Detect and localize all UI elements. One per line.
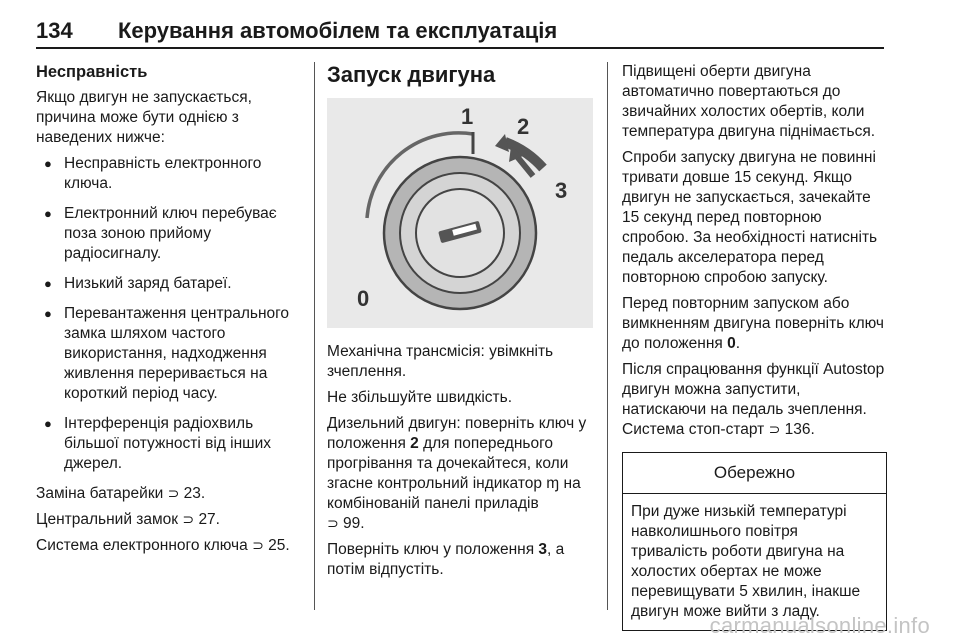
ref-page: 27. bbox=[198, 511, 220, 528]
text-run: , а потім відпустіть. bbox=[327, 541, 565, 578]
ref-arrow-icon: ⊃ bbox=[768, 422, 781, 438]
caution-box bbox=[622, 452, 887, 631]
column-divider bbox=[607, 62, 608, 610]
ref-text: Заміна батарейки bbox=[36, 485, 164, 502]
turn-key-note bbox=[327, 540, 595, 580]
idle-speed-note: Підвищені оберти двигуна автоматично повертаються до звичайних холостих обертів, коли температура двигуна піднімається. bbox=[622, 63, 876, 140]
ref-stop-start[interactable] bbox=[769, 421, 815, 438]
ref-arrow-icon: ⊃ bbox=[327, 516, 339, 532]
list-item: ● Перевантаження центрального замка шляхом частого використання, надходження живлення переривається на короткий період часу. bbox=[36, 304, 304, 404]
position-3-bold: 3 bbox=[538, 541, 548, 558]
ref-text: Система електронного ключа bbox=[36, 537, 248, 554]
ref-arrow-icon: ⊃ bbox=[252, 538, 264, 554]
glow-plug-indicator-icon: ɱ bbox=[546, 475, 560, 492]
text-run: Після спрацювання функції Autostop двигун можна запустити, натискаючи на педаль зчеплення. Система стоп-старт bbox=[622, 361, 885, 438]
malfunction-intro: Якщо двигун не запускається, причина може бути однією з наведених нижче: bbox=[36, 89, 252, 146]
diesel-preheat-note bbox=[327, 414, 595, 534]
text-run: Перед повторним запуском або вимкненням двигуна поверніть ключ до положення bbox=[622, 295, 884, 352]
text-run: Дизельний двигун: поверніть ключ у положення bbox=[327, 415, 587, 452]
ref-page: 99. bbox=[343, 515, 365, 532]
position-label-2: 2 bbox=[517, 114, 530, 139]
column-malfunction bbox=[36, 62, 304, 562]
ref-page: 136. bbox=[784, 421, 815, 438]
ref-text: Центральний замок bbox=[36, 511, 179, 528]
ref-arrow-icon: ⊃ bbox=[167, 486, 180, 502]
ref-electronic-key-system[interactable] bbox=[36, 536, 304, 556]
text-run: . bbox=[735, 335, 741, 352]
column-divider bbox=[314, 62, 315, 610]
ignition-switch-figure bbox=[327, 98, 593, 328]
text-run: Поверніть ключ у положення bbox=[327, 541, 539, 558]
section-heading-engine-start: Запуск двигуна bbox=[327, 62, 496, 87]
column-start-continued bbox=[622, 62, 887, 631]
position-label-3: 3 bbox=[555, 178, 568, 203]
list-item: ● Електронний ключ перебуває поза зоною прийому радіосигналу. bbox=[36, 204, 304, 264]
no-throttle-note: Не збільшуйте швидкість. bbox=[327, 389, 513, 406]
ref-page: 25. bbox=[268, 537, 290, 554]
chapter-title: Керування автомобілем та експлуатація bbox=[118, 18, 558, 43]
position-2-bold: 2 bbox=[410, 435, 419, 452]
position-label-0: 0 bbox=[357, 286, 370, 311]
ignition-switch-illustration bbox=[327, 98, 593, 328]
text-run: на комбінованій панелі приладів bbox=[327, 475, 581, 512]
list-item: ● Інтерференція радіохвиль більшої потужності від інших джерел. bbox=[36, 414, 304, 474]
restart-note bbox=[622, 294, 887, 354]
manual-transmission-note: Механічна трансмісія: увімкніть зчеплення. bbox=[327, 343, 554, 380]
column-engine-start bbox=[327, 62, 595, 586]
position-0-bold: 0 bbox=[727, 335, 736, 352]
list-item: ● Несправність електронного ключа. bbox=[36, 154, 304, 194]
ref-arrow-icon: ⊃ bbox=[182, 512, 195, 528]
position-label-1: 1 bbox=[461, 104, 474, 129]
section-heading-malfunction: Несправність bbox=[36, 63, 148, 81]
ref-page: 23. bbox=[183, 485, 206, 502]
header-rule bbox=[36, 47, 884, 49]
start-attempt-note: Спроби запуску двигуна не повинні тривати довше 15 секунд. Якщо двигун не запускається, зачекайте 15 секунд перед повторною спробою. За необхідності натисніть педаль акселератора перед повторною спробою запуску. bbox=[622, 149, 878, 286]
malfunction-list bbox=[36, 154, 304, 474]
caution-text: При дуже низькій температурі навколишнього повітря тривалість роботи двигуна на холостих обертах не може перевищувати 5 хвилин, інакше двигун може вийти з ладу. bbox=[631, 503, 861, 620]
watermark: carmanualsonline.info bbox=[709, 613, 930, 638]
text-run: для попереднього прогрівання та дочекайтеся, коли згасне контрольний індикатор bbox=[327, 435, 569, 492]
ref-indicator[interactable] bbox=[327, 515, 365, 532]
page-number: 134 bbox=[36, 18, 73, 43]
caution-title: Обережно bbox=[623, 453, 886, 494]
ref-central-locking[interactable] bbox=[36, 510, 304, 530]
ref-battery-replacement[interactable] bbox=[36, 484, 304, 504]
autostop-note bbox=[622, 360, 887, 440]
list-item: ● Низький заряд батареї. bbox=[36, 274, 304, 294]
